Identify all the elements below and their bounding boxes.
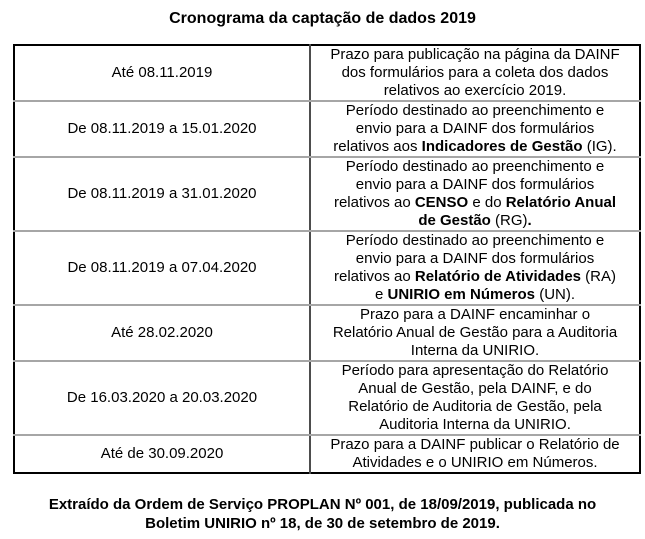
- table-row: [14, 101, 640, 157]
- description-line: Prazo para a DAINF publicar o Relatório de: [330, 436, 620, 453]
- description-cell: [310, 101, 640, 157]
- table-row: [14, 231, 640, 305]
- table-row: [14, 435, 640, 473]
- description-line: relativos ao Relatório de Atividades (RA): [333, 268, 617, 285]
- description-cell: [310, 305, 640, 361]
- description-cell: [310, 361, 640, 435]
- table-row: [14, 157, 640, 231]
- description-line: Interna da UNIRIO.: [410, 342, 540, 359]
- description-line: Prazo para a DAINF encaminhar o: [359, 306, 591, 323]
- description-line: Relatório Anual de Gestão para a Auditoria: [332, 324, 618, 341]
- description-cell: [310, 45, 640, 101]
- description-line: relativos ao exercício 2019.: [383, 82, 567, 99]
- source-note-line-1: Extraído da Ordem de Serviço PROPLAN Nº 001, de 18/09/2019, publicada no: [48, 496, 597, 513]
- description-line: de Gestão (RG).: [418, 212, 532, 229]
- description-line: Período para apresentação do Relatório: [341, 362, 609, 379]
- period-cell: De 08.11.2019 a 15.01.2020: [14, 101, 310, 157]
- description-line: Período destinado ao preenchimento e: [345, 232, 605, 249]
- description-line: envio para a DAINF dos formulários: [355, 120, 595, 137]
- page-title: Cronograma da captação de dados 2019: [169, 10, 476, 27]
- period-cell: De 08.11.2019 a 31.01.2020: [14, 157, 310, 231]
- description-line: Prazo para publicação na página da DAINF: [330, 46, 620, 63]
- description-line: relativos ao CENSO e do Relatório Anual: [333, 194, 617, 211]
- period-cell: Até 28.02.2020: [14, 305, 310, 361]
- source-note-line-2: Boletim UNIRIO nº 18, de 30 de setembro de 2019.: [145, 515, 500, 532]
- period-cell: De 08.11.2019 a 07.04.2020: [14, 231, 310, 305]
- period-cell: De 16.03.2020 a 20.03.2020: [14, 361, 310, 435]
- description-line: envio para a DAINF dos formulários: [355, 250, 595, 267]
- description-line: Atividades e o UNIRIO em Números.: [352, 454, 598, 471]
- description-cell: [310, 435, 640, 473]
- description-line: Anual de Gestão, pela DAINF, e do: [358, 380, 592, 397]
- description-line: Auditoria Interna da UNIRIO.: [379, 416, 571, 433]
- description-line: envio para a DAINF dos formulários: [355, 176, 595, 193]
- description-cell: [310, 231, 640, 305]
- table-row: [14, 45, 640, 101]
- description-line: e UNIRIO em Números (UN).: [374, 286, 576, 303]
- table-row: [14, 305, 640, 361]
- period-cell: Até 08.11.2019: [14, 45, 310, 101]
- description-line: Período destinado ao preenchimento e: [345, 102, 605, 119]
- table-row: [14, 361, 640, 435]
- schedule-table-body: [14, 45, 640, 473]
- schedule-table: [13, 44, 641, 474]
- description-cell: [310, 157, 640, 231]
- period-cell: Até de 30.09.2020: [14, 435, 310, 473]
- source-note: [0, 495, 645, 533]
- description-line: Período destinado ao preenchimento e: [345, 158, 605, 175]
- description-line: dos formulários para a coleta dos dados: [341, 64, 609, 81]
- description-line: relativos aos Indicadores de Gestão (IG).: [333, 138, 617, 155]
- description-line: Relatório de Auditoria de Gestão, pela: [348, 398, 602, 415]
